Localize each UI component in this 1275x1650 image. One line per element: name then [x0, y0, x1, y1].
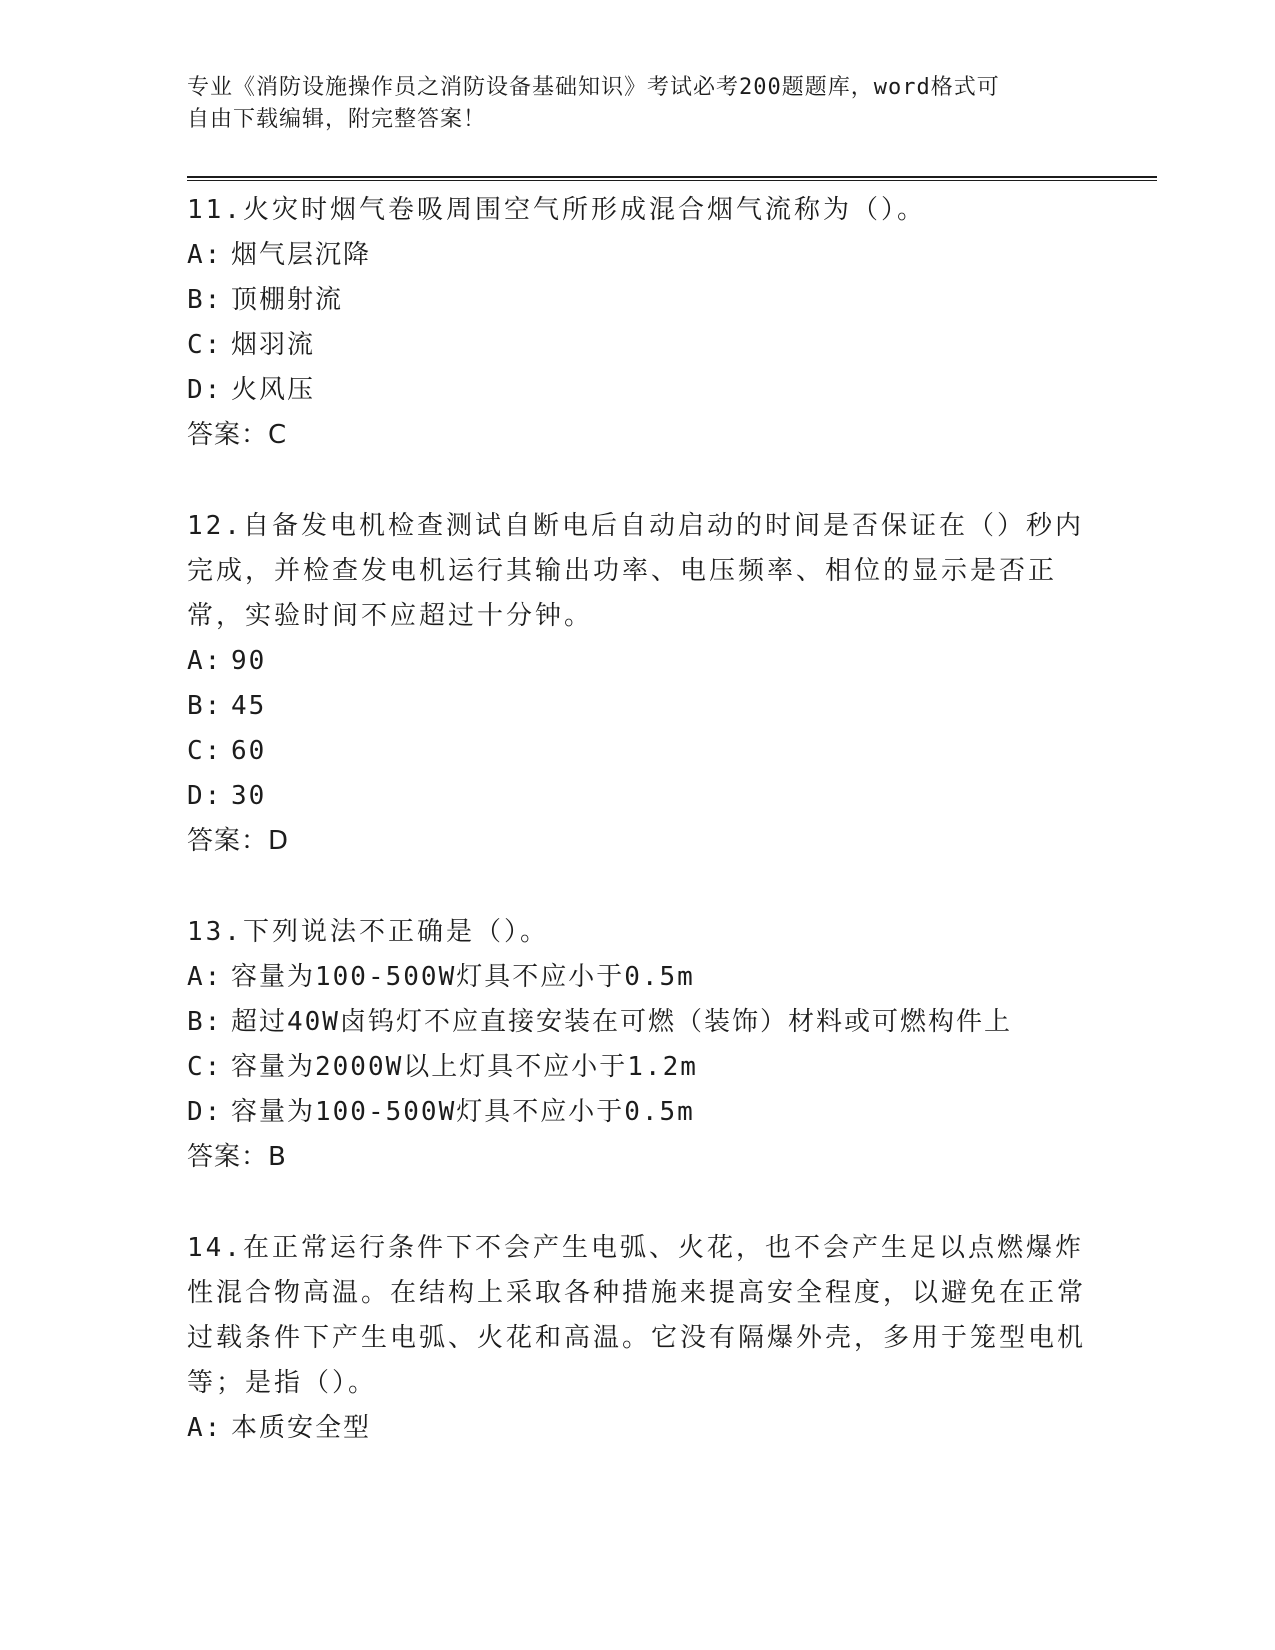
option-c — [187, 323, 1087, 368]
option-text: 60 — [231, 736, 267, 766]
document-header — [187, 72, 1067, 136]
option-letter: A: — [187, 962, 223, 992]
option-b — [187, 684, 1087, 729]
option-text: 30 — [231, 781, 267, 811]
question-stem: 14.在正常运行条件下不会产生电弧、火花，也不会产生足以点燃爆炸性混合物高温。在结构上采取各种措施来提高安全程度，以避免在正常过载条件下产生电弧、火花和高温。它没有隔爆外壳，多用于笼型电机等；是指（）。 — [187, 1233, 1087, 1398]
option-letter: A: — [187, 240, 223, 270]
option-text: 火风压 — [231, 375, 316, 405]
option-letter: D: — [187, 375, 223, 405]
option-letter: C: — [187, 1052, 223, 1082]
option-text: 容量为100-500W灯具不应小于0.5m — [231, 962, 695, 992]
option-a — [187, 1406, 1087, 1451]
option-text: 超过40W卤钨灯不应直接安装在可燃（装饰）材料或可燃构件上 — [231, 1007, 1012, 1037]
header-divider — [187, 176, 1157, 181]
option-c — [187, 729, 1087, 774]
answer-line: 答案：D — [187, 826, 290, 856]
option-text: 容量为100-500W灯具不应小于0.5m — [231, 1097, 695, 1127]
option-letter: B: — [187, 691, 223, 721]
header-line-1: 专业《消防设施操作员之消防设备基础知识》考试必考200题题库，word格式可 — [187, 75, 1000, 100]
option-text: 顶棚射流 — [231, 285, 344, 315]
option-letter: D: — [187, 1097, 223, 1127]
option-letter: D: — [187, 781, 223, 811]
option-letter: B: — [187, 285, 223, 315]
question-list — [187, 188, 1087, 1497]
option-text: 45 — [231, 691, 267, 721]
option-text: 烟气层沉降 — [231, 240, 372, 270]
option-text: 烟羽流 — [231, 330, 316, 360]
question-13 — [187, 910, 1087, 1180]
option-d — [187, 368, 1087, 413]
question-12 — [187, 504, 1087, 864]
option-text: 90 — [231, 646, 267, 676]
option-text: 容量为2000W以上灯具不应小于1.2m — [231, 1052, 698, 1082]
option-b — [187, 1000, 1087, 1045]
option-a — [187, 639, 1087, 684]
option-d — [187, 774, 1087, 819]
option-c — [187, 1045, 1087, 1090]
header-line-2: 自由下载编辑，附完整答案！ — [187, 107, 487, 132]
question-stem: 12.自备发电机检查测试自断电后自动启动的时间是否保证在（）秒内完成，并检查发电机运行其输出功率、电压频率、相位的显示是否正常，实验时间不应超过十分钟。 — [187, 511, 1084, 631]
option-text: 本质安全型 — [231, 1413, 372, 1443]
answer-line: 答案：B — [187, 1142, 287, 1172]
option-d — [187, 1090, 1087, 1135]
option-letter: C: — [187, 736, 223, 766]
answer-line: 答案：C — [187, 420, 288, 450]
option-letter: B: — [187, 1007, 223, 1037]
option-letter: A: — [187, 646, 223, 676]
option-a — [187, 233, 1087, 278]
question-14 — [187, 1226, 1087, 1451]
question-stem: 11.火灾时烟气卷吸周围空气所形成混合烟气流称为（）。 — [187, 195, 926, 225]
option-letter: C: — [187, 330, 223, 360]
option-a — [187, 955, 1087, 1000]
option-b — [187, 278, 1087, 323]
question-stem: 13.下列说法不正确是（）。 — [187, 917, 549, 947]
question-11 — [187, 188, 1087, 458]
option-letter: A: — [187, 1413, 223, 1443]
